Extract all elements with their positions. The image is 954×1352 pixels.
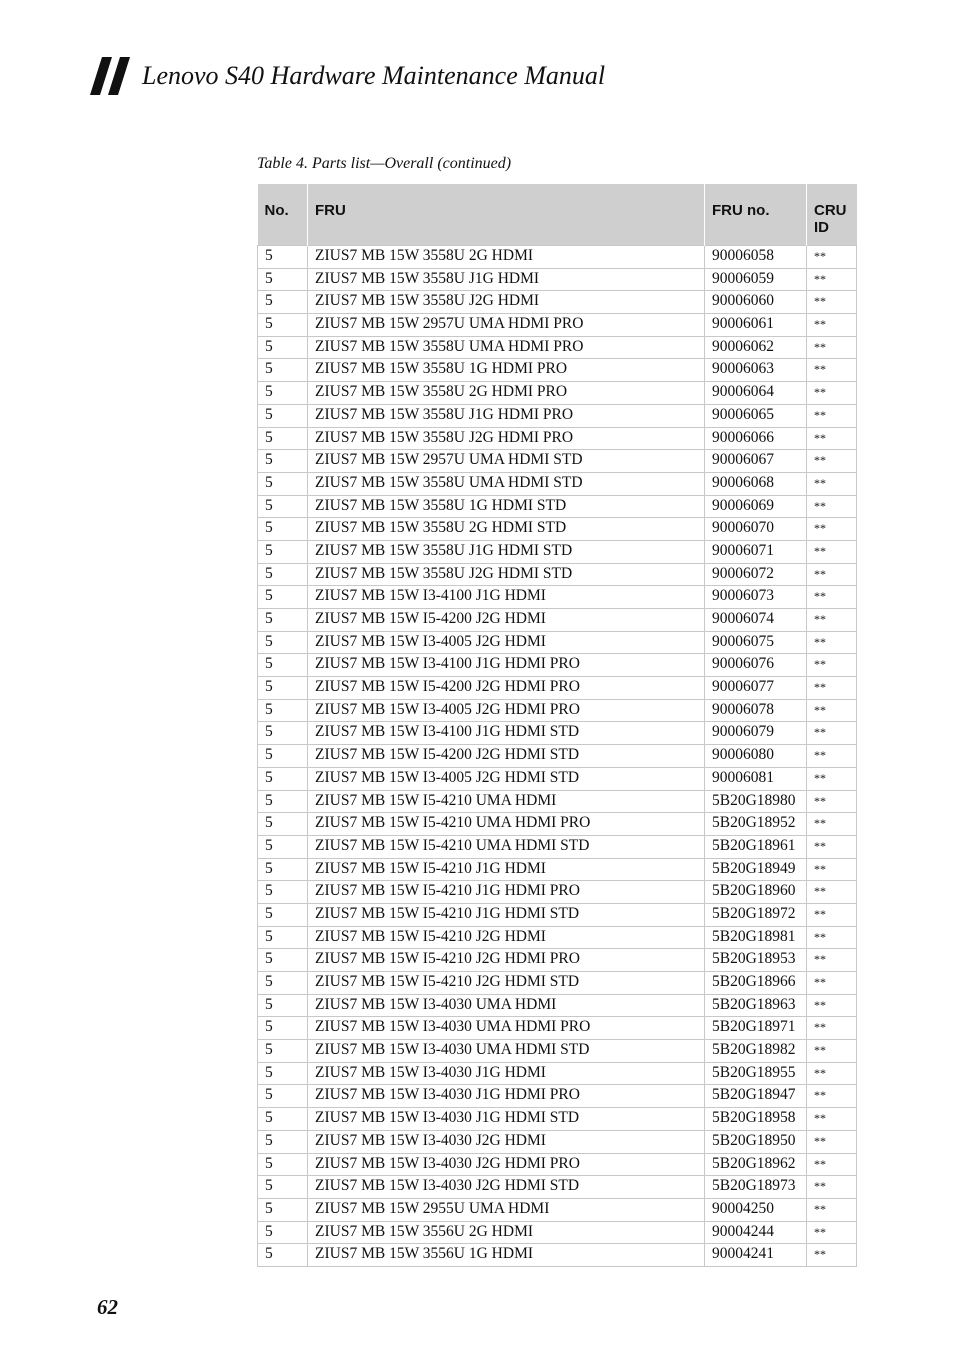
cell-cru-id: ** [807,767,857,790]
cell-fru: ZIUS7 MB 15W 3556U 2G HDMI [308,1221,705,1244]
cell-no: 5 [258,359,308,382]
table-row [258,518,857,541]
cell-fru-no: 90006058 [705,246,807,269]
cell-fru: ZIUS7 MB 15W 3558U 2G HDMI STD [308,518,705,541]
cell-no: 5 [258,336,308,359]
cell-no: 5 [258,903,308,926]
cell-cru-id: ** [807,994,857,1017]
cell-fru-no: 5B20G18953 [705,949,807,972]
table-row [258,745,857,768]
table-body [258,246,857,1267]
table-row [258,903,857,926]
cell-fru-no: 90004244 [705,1221,807,1244]
cell-no: 5 [258,382,308,405]
table-row [258,472,857,495]
cell-fru: ZIUS7 MB 15W I3-4100 J1G HDMI [308,586,705,609]
cell-no: 5 [258,246,308,269]
table-row [258,926,857,949]
cell-cru-id: ** [807,472,857,495]
cell-fru: ZIUS7 MB 15W 2957U UMA HDMI STD [308,450,705,473]
cell-cru-id: ** [807,1017,857,1040]
cell-fru: ZIUS7 MB 15W I5-4210 UMA HDMI STD [308,835,705,858]
table-row [258,881,857,904]
cell-fru: ZIUS7 MB 15W I3-4030 J2G HDMI STD [308,1176,705,1199]
cell-fru-no: 90006076 [705,654,807,677]
cell-cru-id: ** [807,246,857,269]
table-caption: Table 4. Parts list—Overall (continued) [257,155,512,172]
cell-cru-id: ** [807,699,857,722]
cell-cru-id: ** [807,972,857,995]
table-row [258,972,857,995]
cell-fru-no: 5B20G18982 [705,1040,807,1063]
cell-fru: ZIUS7 MB 15W 3558U UMA HDMI PRO [308,336,705,359]
cell-cru-id: ** [807,722,857,745]
cell-no: 5 [258,745,308,768]
table-row [258,563,857,586]
cell-fru-no: 90006064 [705,382,807,405]
cell-cru-id: ** [807,745,857,768]
cell-no: 5 [258,677,308,700]
cell-fru: ZIUS7 MB 15W I5-4210 J2G HDMI STD [308,972,705,995]
table-row [258,699,857,722]
cell-no: 5 [258,314,308,337]
cell-fru: ZIUS7 MB 15W I5-4200 J2G HDMI PRO [308,677,705,700]
cell-no: 5 [258,813,308,836]
table-row [258,858,857,881]
cell-fru: ZIUS7 MB 15W 3558U J2G HDMI PRO [308,427,705,450]
column-header-fru: FRU [308,184,705,246]
cell-fru-no: 5B20G18961 [705,835,807,858]
cell-fru-no: 5B20G18971 [705,1017,807,1040]
cell-no: 5 [258,1176,308,1199]
cell-cru-id: ** [807,1244,857,1267]
table-row [258,336,857,359]
table-row [258,767,857,790]
cell-fru-no: 90004241 [705,1244,807,1267]
cell-no: 5 [258,1062,308,1085]
cell-fru: ZIUS7 MB 15W I3-4030 J1G HDMI PRO [308,1085,705,1108]
cell-cru-id: ** [807,291,857,314]
cell-no: 5 [258,1040,308,1063]
table-row [258,609,857,632]
cell-cru-id: ** [807,563,857,586]
cell-cru-id: ** [807,1130,857,1153]
cell-fru: ZIUS7 MB 15W 2957U UMA HDMI PRO [308,314,705,337]
cell-fru: ZIUS7 MB 15W I3-4030 J2G HDMI [308,1130,705,1153]
cell-fru: ZIUS7 MB 15W I3-4005 J2G HDMI [308,631,705,654]
cell-cru-id: ** [807,336,857,359]
cell-no: 5 [258,949,308,972]
cell-cru-id: ** [807,1153,857,1176]
table-row [258,314,857,337]
cell-fru-no: 90006061 [705,314,807,337]
cell-no: 5 [258,268,308,291]
cell-cru-id: ** [807,314,857,337]
table-row [258,654,857,677]
column-header-fru-no: FRU no. [705,184,807,246]
cell-fru-no: 90006071 [705,540,807,563]
cell-fru: ZIUS7 MB 15W 3558U 1G HDMI STD [308,495,705,518]
cell-fru: ZIUS7 MB 15W 3558U J2G HDMI [308,291,705,314]
cell-cru-id: ** [807,268,857,291]
cell-cru-id: ** [807,1062,857,1085]
cell-cru-id: ** [807,631,857,654]
cell-fru-no: 90006062 [705,336,807,359]
column-header-no: No. [258,184,308,246]
cell-no: 5 [258,495,308,518]
table-row [258,835,857,858]
page-header [90,56,605,96]
cell-fru-no: 5B20G18962 [705,1153,807,1176]
table-row [258,246,857,269]
cell-no: 5 [258,699,308,722]
cell-fru-no: 90006074 [705,609,807,632]
cell-cru-id: ** [807,790,857,813]
cell-fru: ZIUS7 MB 15W 3558U 1G HDMI PRO [308,359,705,382]
cell-cru-id: ** [807,903,857,926]
cell-cru-id: ** [807,540,857,563]
cell-no: 5 [258,881,308,904]
cell-fru: ZIUS7 MB 15W I5-4210 J1G HDMI STD [308,903,705,926]
cell-no: 5 [258,790,308,813]
cell-cru-id: ** [807,1040,857,1063]
cell-fru: ZIUS7 MB 15W 3558U UMA HDMI STD [308,472,705,495]
cell-cru-id: ** [807,1085,857,1108]
cell-fru: ZIUS7 MB 15W I5-4200 J2G HDMI [308,609,705,632]
cell-fru-no: 90006078 [705,699,807,722]
table-row [258,1108,857,1131]
table-row [258,790,857,813]
cell-fru-no: 5B20G18958 [705,1108,807,1131]
cell-fru: ZIUS7 MB 15W 3558U 2G HDMI [308,246,705,269]
cell-fru-no: 5B20G18972 [705,903,807,926]
table-row [258,1017,857,1040]
cell-fru: ZIUS7 MB 15W 3558U J1G HDMI STD [308,540,705,563]
cell-no: 5 [258,1085,308,1108]
parts-table [257,184,857,1267]
table-row [258,404,857,427]
table-row [258,994,857,1017]
table-row [258,450,857,473]
cell-fru-no: 90006080 [705,745,807,768]
cell-fru: ZIUS7 MB 15W I3-4030 UMA HDMI [308,994,705,1017]
cell-fru: ZIUS7 MB 15W I5-4200 J2G HDMI STD [308,745,705,768]
cell-no: 5 [258,654,308,677]
cell-no: 5 [258,518,308,541]
cell-no: 5 [258,767,308,790]
cell-fru: ZIUS7 MB 15W 3558U J2G HDMI STD [308,563,705,586]
cell-fru: ZIUS7 MB 15W I3-4100 J1G HDMI STD [308,722,705,745]
cell-fru-no: 5B20G18949 [705,858,807,881]
cell-fru: ZIUS7 MB 15W I3-4030 UMA HDMI STD [308,1040,705,1063]
cell-fru-no: 5B20G18981 [705,926,807,949]
cell-fru-no: 90006063 [705,359,807,382]
cell-fru-no: 90006068 [705,472,807,495]
cell-fru: ZIUS7 MB 15W 3558U J1G HDMI PRO [308,404,705,427]
cell-fru-no: 90006077 [705,677,807,700]
cell-fru-no: 90006072 [705,563,807,586]
cell-no: 5 [258,1244,308,1267]
cell-fru: ZIUS7 MB 15W I3-4030 UMA HDMI PRO [308,1017,705,1040]
table-row [258,1040,857,1063]
cell-fru: ZIUS7 MB 15W I5-4210 J1G HDMI [308,858,705,881]
cell-fru: ZIUS7 MB 15W 3558U 2G HDMI PRO [308,382,705,405]
table-row [258,1130,857,1153]
cell-fru-no: 5B20G18973 [705,1176,807,1199]
cell-no: 5 [258,1108,308,1131]
cell-cru-id: ** [807,926,857,949]
cell-no: 5 [258,1221,308,1244]
cell-no: 5 [258,472,308,495]
cell-fru-no: 5B20G18952 [705,813,807,836]
cell-cru-id: ** [807,359,857,382]
table-row [258,586,857,609]
cell-no: 5 [258,427,308,450]
cell-fru-no: 90006075 [705,631,807,654]
cell-no: 5 [258,994,308,1017]
cell-fru-no: 90006067 [705,450,807,473]
cell-fru: ZIUS7 MB 15W I3-4030 J1G HDMI STD [308,1108,705,1131]
cell-no: 5 [258,1130,308,1153]
cell-fru: ZIUS7 MB 15W I3-4005 J2G HDMI PRO [308,699,705,722]
cell-cru-id: ** [807,813,857,836]
cell-fru-no: 5B20G18980 [705,790,807,813]
cell-cru-id: ** [807,1221,857,1244]
cell-cru-id: ** [807,1198,857,1221]
cell-fru-no: 90006059 [705,268,807,291]
cell-fru-no: 90006073 [705,586,807,609]
cell-no: 5 [258,1153,308,1176]
table-row [258,1062,857,1085]
cell-fru-no: 5B20G18947 [705,1085,807,1108]
cell-no: 5 [258,1017,308,1040]
cell-fru-no: 5B20G18966 [705,972,807,995]
cell-cru-id: ** [807,586,857,609]
cell-cru-id: ** [807,382,857,405]
cell-cru-id: ** [807,450,857,473]
cell-cru-id: ** [807,1108,857,1131]
cell-fru: ZIUS7 MB 15W 2955U UMA HDMI [308,1198,705,1221]
cell-no: 5 [258,631,308,654]
cell-fru: ZIUS7 MB 15W 3556U 1G HDMI [308,1244,705,1267]
cell-cru-id: ** [807,881,857,904]
cell-no: 5 [258,563,308,586]
cell-fru: ZIUS7 MB 15W I5-4210 J2G HDMI PRO [308,949,705,972]
cell-fru-no: 90006070 [705,518,807,541]
cell-no: 5 [258,540,308,563]
table-row [258,631,857,654]
cell-cru-id: ** [807,949,857,972]
cell-cru-id: ** [807,654,857,677]
double-slash-icon [90,57,136,95]
cell-fru-no: 90006066 [705,427,807,450]
cell-fru: ZIUS7 MB 15W I5-4210 UMA HDMI [308,790,705,813]
cell-cru-id: ** [807,404,857,427]
cell-fru: ZIUS7 MB 15W 3558U J1G HDMI [308,268,705,291]
cell-cru-id: ** [807,495,857,518]
cell-fru-no: 90004250 [705,1198,807,1221]
cell-fru-no: 90006060 [705,291,807,314]
cell-fru: ZIUS7 MB 15W I3-4100 J1G HDMI PRO [308,654,705,677]
table-row [258,427,857,450]
table-row [258,1198,857,1221]
table-row [258,540,857,563]
cell-no: 5 [258,1198,308,1221]
cell-no: 5 [258,586,308,609]
table-row [258,382,857,405]
table-row [258,813,857,836]
cell-fru: ZIUS7 MB 15W I3-4005 J2G HDMI STD [308,767,705,790]
cell-fru: ZIUS7 MB 15W I5-4210 UMA HDMI PRO [308,813,705,836]
cell-no: 5 [258,835,308,858]
page-number: 62 [97,1295,118,1319]
cell-fru-no: 5B20G18963 [705,994,807,1017]
cell-cru-id: ** [807,858,857,881]
cell-fru: ZIUS7 MB 15W I5-4210 J1G HDMI PRO [308,881,705,904]
table-row [258,1221,857,1244]
cell-fru-no: 90006079 [705,722,807,745]
cell-fru: ZIUS7 MB 15W I5-4210 J2G HDMI [308,926,705,949]
cell-cru-id: ** [807,609,857,632]
cell-cru-id: ** [807,835,857,858]
cell-cru-id: ** [807,1176,857,1199]
table-row [258,1176,857,1199]
table-row [258,677,857,700]
cell-fru-no: 90006065 [705,404,807,427]
cell-no: 5 [258,972,308,995]
document-title: Lenovo S40 Hardware Maintenance Manual [142,61,606,90]
cell-fru-no: 5B20G18960 [705,881,807,904]
cell-no: 5 [258,404,308,427]
table-row [258,268,857,291]
table-row [258,291,857,314]
cell-no: 5 [258,291,308,314]
table-row [258,1153,857,1176]
cell-fru: ZIUS7 MB 15W I3-4030 J2G HDMI PRO [308,1153,705,1176]
cell-no: 5 [258,858,308,881]
table-row [258,359,857,382]
table-row [258,1085,857,1108]
column-header-cru-id: CRU ID [807,184,857,246]
cell-cru-id: ** [807,677,857,700]
cell-cru-id: ** [807,518,857,541]
cell-no: 5 [258,722,308,745]
cell-fru: ZIUS7 MB 15W I3-4030 J1G HDMI [308,1062,705,1085]
table-row [258,722,857,745]
cell-no: 5 [258,609,308,632]
table-header-row [258,184,857,246]
cell-fru-no: 5B20G18950 [705,1130,807,1153]
table-row [258,1244,857,1267]
cell-no: 5 [258,450,308,473]
cell-no: 5 [258,926,308,949]
cell-fru-no: 90006081 [705,767,807,790]
table-row [258,495,857,518]
table-row [258,949,857,972]
cell-cru-id: ** [807,427,857,450]
cell-fru-no: 5B20G18955 [705,1062,807,1085]
cell-fru-no: 90006069 [705,495,807,518]
